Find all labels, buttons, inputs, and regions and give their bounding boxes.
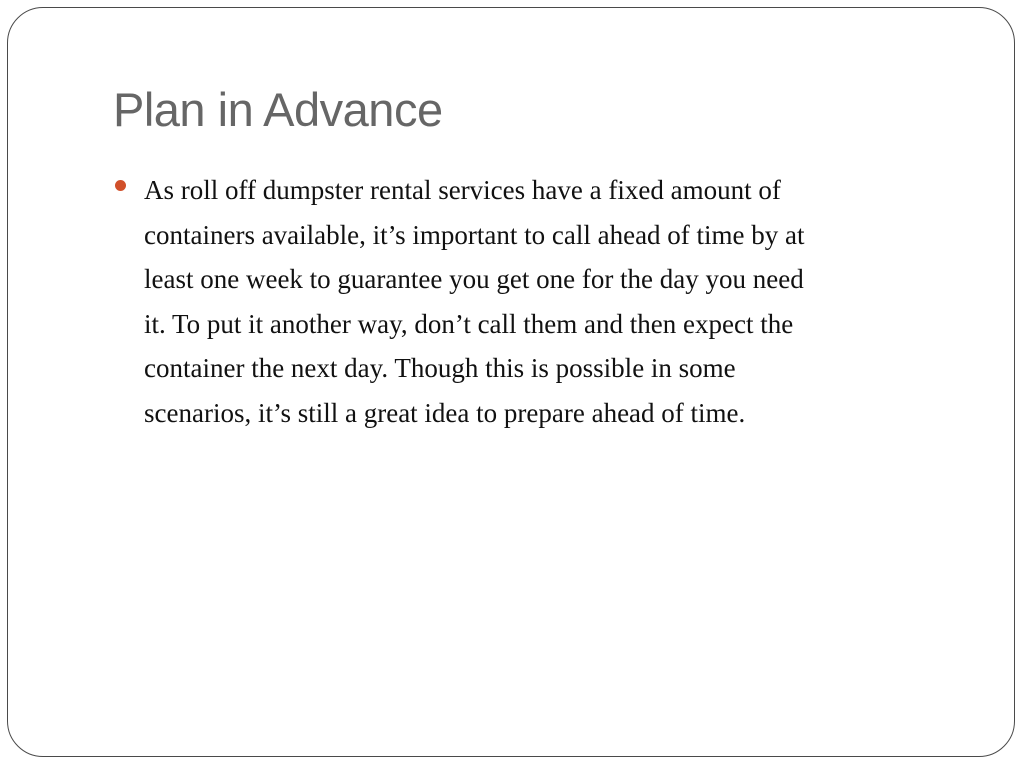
bullet-text-line: containers available, it’s important to call ahead of time by at (144, 219, 805, 250)
slide-title: Plan in Advance (113, 83, 443, 136)
bullet-item (115, 168, 965, 435)
bullet-text-line: it. To put it another way, don’t call them and then expect the (144, 308, 794, 339)
bullet-text-line: As roll off dumpster rental services have a fixed amount of (144, 175, 781, 205)
bullet-list (115, 168, 965, 435)
bullet-text-line: scenarios, it’s still a great idea to prepare ahead of time. (144, 397, 746, 428)
bullet-text-line: least one week to guarantee you get one for the day you need (144, 264, 804, 294)
bullet-dot-icon (115, 180, 126, 191)
bullet-text-line: container the next day. Though this is possible in some (144, 353, 736, 383)
